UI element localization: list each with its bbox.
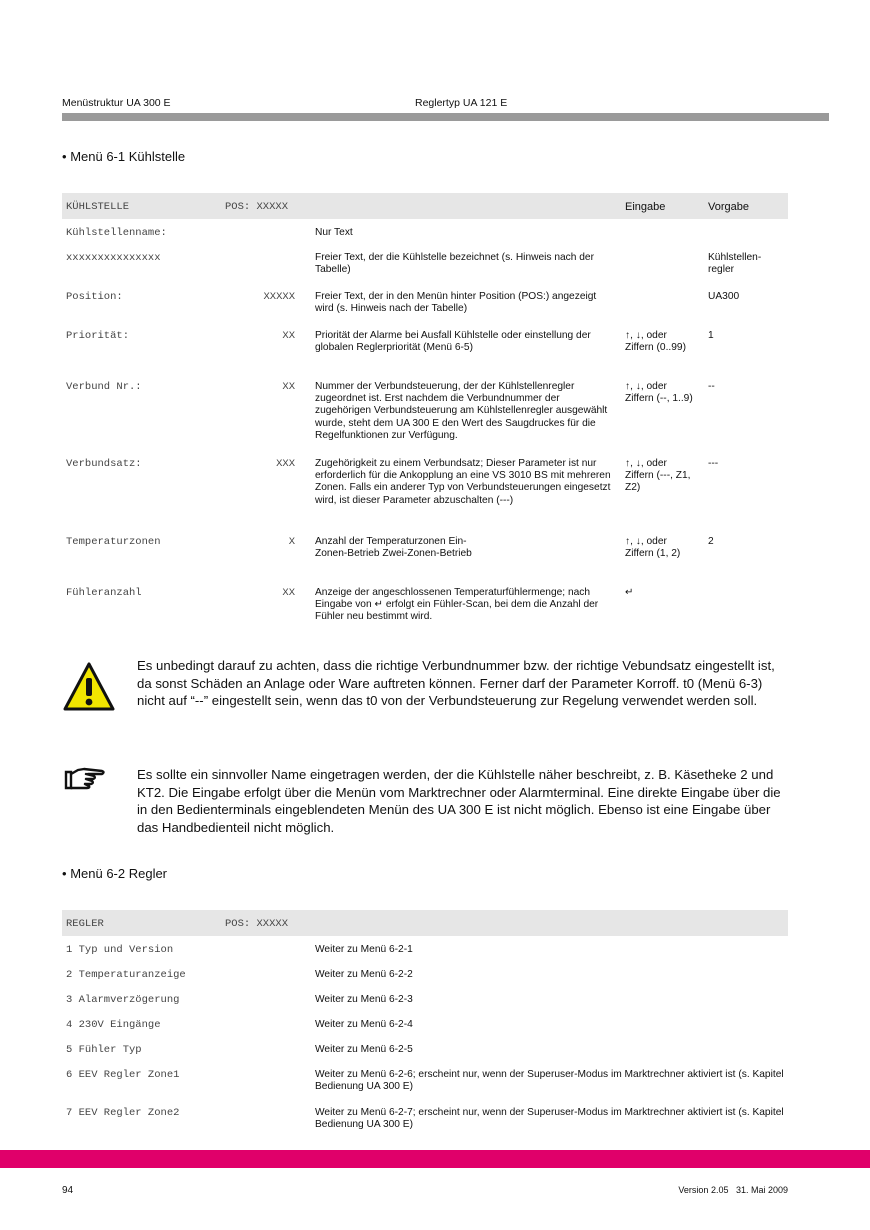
table-row-name: Fühleranzahl — [66, 587, 142, 599]
table-row-desc: Weiter zu Menü 6-2-5 — [315, 1044, 413, 1055]
table-row-value: XX — [282, 330, 295, 342]
table-row-desc: Weiter zu Menü 6-2-2 — [315, 969, 413, 980]
table-row-desc: Anzahl der Temperaturzonen Ein-Zonen-Betrieb Zwei-Zonen-Betrieb — [315, 536, 472, 560]
table-row-desc: Weiter zu Menü 6-2-6; erscheint nur, wenn der Superuser-Modus im Marktrechner aktiviert ist (s. Kapitel Bedienung UA 300 E) — [315, 1069, 784, 1093]
pointing-hand-icon — [64, 766, 106, 792]
table-row-value: XXXXX — [263, 291, 295, 303]
table-1-col-input: Eingabe — [625, 201, 666, 213]
table-row-name: 1 Typ und Version — [66, 944, 174, 956]
table-row-desc: Freier Text, der die Kühlstelle bezeichnet (s. Hinweis nach der Tabelle) — [315, 252, 594, 276]
header-controller-type: Reglertyp UA 121 E — [415, 97, 508, 109]
table-row-default: 2 — [708, 536, 714, 547]
table-row-name: Position: — [66, 291, 123, 303]
table-row-name: Kühlstellenname: — [66, 227, 167, 239]
table-row-input: ↑, ↓, oder Ziffern (---, Z1, Z2) — [625, 458, 691, 494]
warning-text: Es unbedingt darauf zu achten, dass die richtige Verbundnummer bzw. der richtige Vebundsatz eingestellt ist, da sonst Schäden an Anlage oder Ware auftreten können. Ferner darf der Parameter Korroff. t0 (Menü 6-3) nicht auf “--” eingestellt sein, wenn das t0 von der Verbundsteuerung zur Regelung verwendet werden soll. — [137, 658, 775, 708]
version-date: Version 2.05 31. Mai 2009 — [678, 1185, 788, 1195]
table-row-name: 7 EEV Regler Zone2 — [66, 1107, 180, 1119]
table-row-desc: Priorität der Alarme bei Ausfall Kühlstelle oder einstellung der globalen Reglerpriorität (Menü 6-5) — [315, 330, 591, 354]
table-row-desc: Weiter zu Menü 6-2-1 — [315, 944, 413, 955]
table-row-name: Temperaturzonen — [66, 536, 161, 548]
section-2-heading: • Menü 6-2 Regler — [62, 866, 168, 881]
table-row-name: 6 EEV Regler Zone1 — [66, 1069, 180, 1081]
table-row-name: 2 Temperaturanzeige — [66, 969, 186, 981]
table-row-input: ↑, ↓, oder Ziffern (0..99) — [625, 330, 686, 354]
table-1-col-name: KÜHLSTELLE — [66, 201, 130, 213]
table-1-col-pos: POS: XXXXX — [225, 201, 289, 213]
table-row-default: UA300 — [708, 291, 740, 302]
table-row-desc: Weiter zu Menü 6-2-4 — [315, 1019, 413, 1030]
header-rule — [62, 113, 829, 121]
warning-icon — [63, 662, 115, 712]
table-row-name: Priorität: — [66, 330, 130, 342]
table-row-name: xxxxxxxxxxxxxxx — [66, 252, 161, 264]
table-row-default: -- — [708, 381, 715, 392]
table-row-value: XXX — [276, 458, 295, 470]
table-2-col-name: REGLER — [66, 918, 104, 930]
table-row-desc: Weiter zu Menü 6-2-7; erscheint nur, wenn der Superuser-Modus im Marktrechner aktiviert ist (s. Kapitel Bedienung UA 300 E) — [315, 1107, 784, 1131]
table-row-default: --- — [708, 458, 719, 469]
table-row-input: ↑, ↓, oder Ziffern (--, 1..9) — [625, 381, 693, 405]
table-2-col-pos: POS: XXXXX — [225, 918, 289, 930]
table-row-input: ↑, ↓, oder Ziffern (1, 2) — [625, 536, 681, 560]
table-row-desc: Zugehörigkeit zu einem Verbundsatz; Dieser Parameter ist nur erforderlich für die Ankopplung an eine VS 3010 BS mit mehreren Zonen. Falls ein anderer Typ von Verbundsteuerungen eingesetzt wird, ist dieser Parameter abzuschalten (---) — [315, 458, 611, 506]
table-row-value: X — [288, 536, 295, 548]
table-row-name: 3 Alarmverzögerung — [66, 994, 180, 1006]
table-row-desc: Freier Text, der in den Menün hinter Position (POS:) angezeigt wird (s. Hinweis nach der Tabelle) — [315, 291, 597, 315]
page-number: 94 — [62, 1185, 74, 1196]
table-row-value: XX — [282, 381, 295, 393]
table-row-input: ↵ — [625, 587, 634, 598]
section-1-heading: • Menü 6-1 Kühlstelle — [62, 149, 186, 164]
table-row-name: 4 230V Eingänge — [66, 1019, 161, 1031]
table-row-default: Kühlstellen-regler — [708, 252, 762, 276]
table-row-desc: Anzeige der angeschlossenen Temperaturfühlermenge; nach Eingabe von ↵ erfolgt ein Fühler-Scan, bei dem die Anzahl der Fühler neu bestimmt wird. — [315, 587, 599, 623]
table-row-name: Verbund Nr.: — [66, 381, 142, 393]
table-row-desc: Weiter zu Menü 6-2-3 — [315, 994, 413, 1005]
table-row-name: Verbundsatz: — [66, 458, 142, 470]
table-row-name: 5 Fühler Typ — [66, 1044, 142, 1056]
table-row-default: 1 — [708, 330, 714, 341]
hint-text: Es sollte ein sinnvoller Name eingetragen werden, der die Kühlstelle näher beschreibt, z. B. Käsetheke 2 und KT2. Die Eingabe erfolgt über die Menün vom Marktrechner oder Alarmterminal. Eine direkte Eingabe über die in den Bedienterminals eingeblendeten Menün des UA 300 E ist nicht möglich. Ebenso ist eine Eingabe über das Handbedienteil nicht möglich. — [137, 767, 781, 835]
table-2-header — [62, 910, 788, 936]
table-1-header — [62, 193, 788, 219]
header-doc-title: Menüstruktur UA 300 E — [62, 97, 171, 109]
table-1-col-default: Vorgabe — [708, 201, 749, 213]
table-row-value: XX — [282, 587, 295, 599]
table-row-desc: Nummer der Verbundsteuerung, der der Kühlstellenregler zugeordnet ist. Erst nachdem die Verbundnummer der zugehörigen Verbundsteuerung am Kühlstellenregler ausgewählt wurde, steht dem UA 300 E den Wert des Saugdruckes für die Regelfunktionen zur Verfügung. — [315, 381, 608, 441]
footer-accent-bar — [0, 1150, 870, 1168]
table-row-desc: Nur Text — [315, 227, 353, 238]
